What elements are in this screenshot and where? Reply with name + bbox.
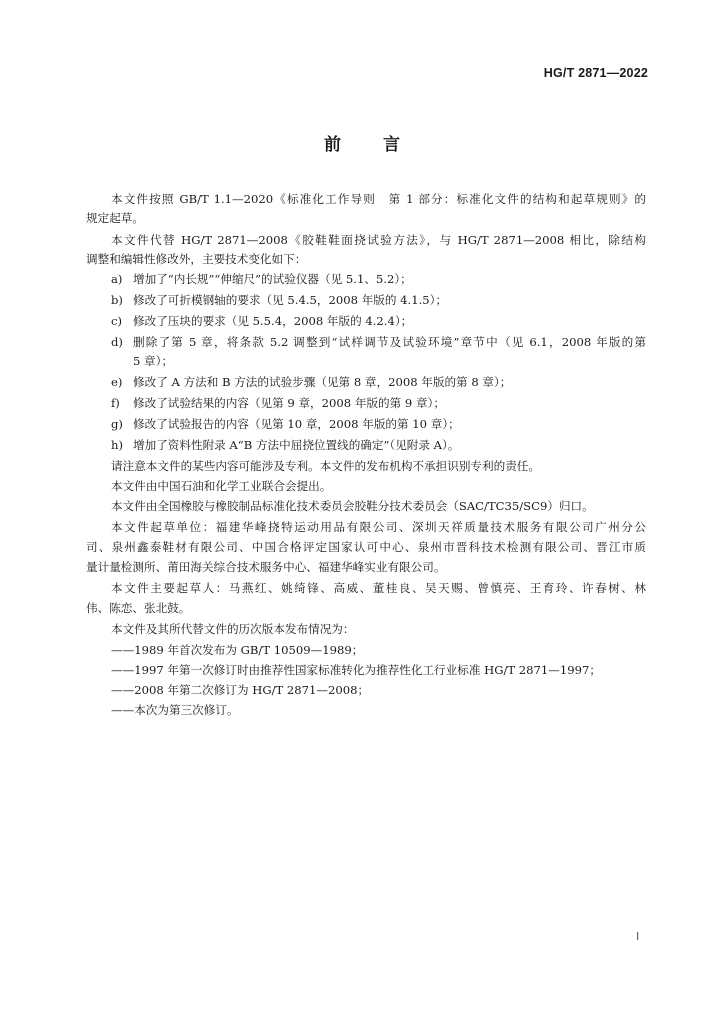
drafting-units-line: 量计量检测所、莆田海关综合技术服务中心、福建华峰实业有限公司。 — [86, 560, 446, 574]
page-number: I — [636, 930, 640, 943]
history-item: ——本次为第三次修订。 — [111, 703, 239, 717]
history-item: ——1989 年首次发布为 GB/T 10509—1989； — [111, 643, 364, 657]
history-item: ——1997 年第一次修订时由推荐性国家标准转化为推荐性化工行业标准 HG/T 2871—1997； — [111, 663, 601, 677]
list-item-continuation: 5 章）； — [133, 354, 174, 368]
drafters-line: 本文件主要起草人：马燕红、姚绮锋、高威、董桂良、吴天赐、曾慎亮、王育玲、许春树、林 — [111, 581, 646, 595]
patent-notice: 请注意本文件的某些内容可能涉及专利。本文件的发布机构不承担识别专利的责任。 — [111, 459, 540, 473]
drafting-units-line: 司、泉州鑫泰鞋材有限公司、中国合格评定国家认可中心、泉州市晋科技术检测有限公司、晋江市质 — [86, 540, 646, 554]
paragraph-line: 本文件代替 HG/T 2871—2008《胶鞋鞋面挠试验方法》，与 HG/T 2871—2008 相比，除结构 — [111, 233, 646, 247]
list-item: e) — [111, 375, 123, 389]
list-item-text: 增加了资料性附录 A“B 方法中屈挠位置线的确定”（见附录 A）。 — [133, 438, 460, 452]
list-item: d) — [111, 335, 123, 349]
list-item-text: 修改了 A 方法和 B 方法的试验步骤（见第 8 章，2008 年版的第 8 章）； — [133, 375, 512, 389]
paragraph-line: 规定起草。 — [86, 211, 144, 225]
list-item: c) — [111, 314, 123, 328]
paragraph-line: 调整和编辑性修改外，主要技术变化如下： — [86, 252, 307, 266]
history-item: ——2008 年第二次修订为 HG/T 2871—2008； — [111, 683, 370, 697]
list-item-text: 增加了“内长规”“伸缩尺”的试验仪器（见 5.1、5.2）； — [133, 272, 412, 286]
list-item: h) — [111, 438, 123, 452]
list-item-text: 删除了第 5 章，将条款 5.2 调整到“试样调节及试验环境”章节中（见 6.1，2008 年版的第 — [133, 335, 646, 349]
centralizer-notice: 本文件由全国橡胶与橡胶制品标准化技术委员会胶鞋分技术委员会（SAC/TC35/SC9）归口。 — [111, 499, 594, 513]
list-item-text: 修改了试验报告的内容（见第 10 章，2008 年版的第 10 章）； — [133, 417, 460, 431]
list-item: g) — [111, 417, 123, 431]
standard-code: HG/T 2871—2022 — [543, 66, 648, 80]
list-item: f) — [111, 396, 120, 410]
drafting-units-line: 本文件起草单位：福建华峰挠特运动用品有限公司、深圳天祥质量技术服务有限公司广州分公 — [111, 520, 646, 534]
history-intro: 本文件及其所代替文件的历次版本发布情况为： — [111, 622, 355, 636]
page-title: 前言 — [324, 135, 442, 155]
list-item: b) — [111, 293, 123, 307]
list-item-text: 修改了试验结果的内容（见第 9 章，2008 年版的第 9 章）； — [133, 396, 445, 410]
list-item-text: 修改了压块的要求（见 5.5.4，2008 年版的 4.2.4）； — [133, 314, 413, 328]
proposer-notice: 本文件由中国石油和化学工业联合会提出。 — [111, 479, 332, 493]
paragraph-line: 本文件按照 GB/T 1.1—2020《标准化工作导则 第 1 部分：标准化文件的结构和起草规则》的 — [111, 192, 646, 206]
list-item: a) — [111, 272, 123, 286]
drafters-line: 伟、陈恋、张北鼓。 — [86, 601, 191, 615]
list-item-text: 修改了可折模钢轴的要求（见 5.4.5，2008 年版的 4.1.5）； — [133, 293, 448, 307]
